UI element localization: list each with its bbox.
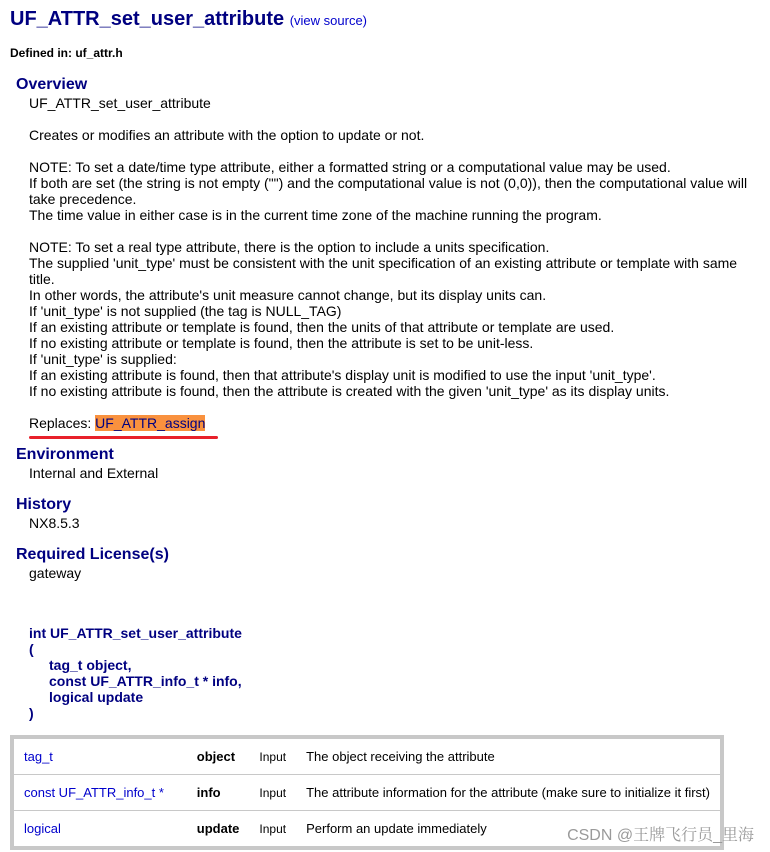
- param-name: object: [187, 737, 250, 775]
- function-signature: [29, 625, 242, 721]
- history-value: NX8.5.3: [29, 515, 80, 531]
- signature-param: logical update: [49, 689, 144, 705]
- overview-line: In other words, the attribute's unit measure cannot change, but its display units can.: [29, 287, 547, 303]
- page-title: UF_ATTR_set_user_attribute (view source): [10, 8, 367, 30]
- environment-heading: Environment: [16, 446, 114, 463]
- overview-paragraph: [29, 239, 749, 399]
- signature-return: int UF_ATTR_set_user_attribute: [29, 625, 242, 641]
- param-direction: Input: [249, 737, 296, 775]
- param-direction: Input: [249, 775, 296, 811]
- param-name: update: [187, 811, 250, 849]
- overview-paragraph: [29, 159, 749, 223]
- overview-line: NOTE: To set a real type attribute, there is the option to include a units specification.: [29, 239, 550, 255]
- overview-paragraph: [29, 95, 749, 111]
- param-direction: Input: [249, 811, 296, 849]
- replaces-link[interactable]: UF_ATTR_assign: [95, 415, 206, 431]
- overview-paragraph: [29, 127, 749, 143]
- overview-line: If no existing attribute or template is found, then the attribute is set to be unit-less.: [29, 335, 534, 351]
- environment-value: Internal and External: [29, 465, 159, 481]
- defined-in: Defined in: uf_attr.h: [10, 46, 123, 60]
- overview-line: If 'unit_type' is not supplied (the tag is NULL_TAG): [29, 303, 342, 319]
- signature-open: (: [29, 641, 34, 657]
- table-row: [12, 775, 722, 811]
- overview-line: The supplied 'unit_type' must be consistent with the unit specification of an existing attribute or template with same title.: [29, 255, 738, 287]
- table-row: [12, 737, 722, 775]
- license-value: gateway: [29, 565, 82, 581]
- overview-line: If an existing attribute or template is found, then the units of that attribute or template are used.: [29, 319, 615, 335]
- overview-line: Creates or modifies an attribute with the option to update or not.: [29, 127, 425, 143]
- signature-close: ): [29, 705, 34, 721]
- param-description: The attribute information for the attribute (make sure to initialize it first): [296, 775, 722, 811]
- overview-heading: Overview: [16, 76, 88, 93]
- param-description: The object receiving the attribute: [296, 737, 722, 775]
- overview-line: The time value in either case is in the current time zone of the machine running the program.: [29, 207, 602, 223]
- overview-line: UF_ATTR_set_user_attribute: [29, 95, 211, 111]
- signature-param: const UF_ATTR_info_t * info,: [49, 673, 242, 689]
- overview-line: NOTE: To set a date/time type attribute, either a formatted string or a computational value may be used.: [29, 159, 671, 175]
- replaces-line: Replaces: UF_ATTR_assign: [29, 415, 206, 431]
- watermark: CSDN @王牌飞行员_里海: [567, 827, 754, 844]
- overview-line: If both are set (the string is not empty ("") and the computational value is not (0,0)), then the computational value will take precedence.: [29, 175, 748, 207]
- signature-param: tag_t object,: [49, 657, 132, 673]
- history-heading: History: [16, 496, 72, 513]
- overview-line: If an existing attribute is found, then that attribute's display unit is modified to use the input 'unit_type'.: [29, 367, 656, 383]
- overview-line: If no existing attribute is found, then the attribute is created with the given 'unit_type' as its display units.: [29, 383, 670, 399]
- param-type-link[interactable]: logical: [12, 811, 187, 849]
- view-source-link[interactable]: (view source): [289, 13, 367, 28]
- param-name: info: [187, 775, 250, 811]
- param-description: Perform an update immediately: [296, 811, 722, 849]
- overview-body: [29, 95, 749, 415]
- param-type-link[interactable]: tag_t: [12, 737, 187, 775]
- red-underline: [29, 436, 218, 439]
- overview-line: If 'unit_type' is supplied:: [29, 351, 177, 367]
- param-type-link[interactable]: const UF_ATTR_info_t *: [12, 775, 187, 811]
- license-heading: Required License(s): [16, 546, 169, 563]
